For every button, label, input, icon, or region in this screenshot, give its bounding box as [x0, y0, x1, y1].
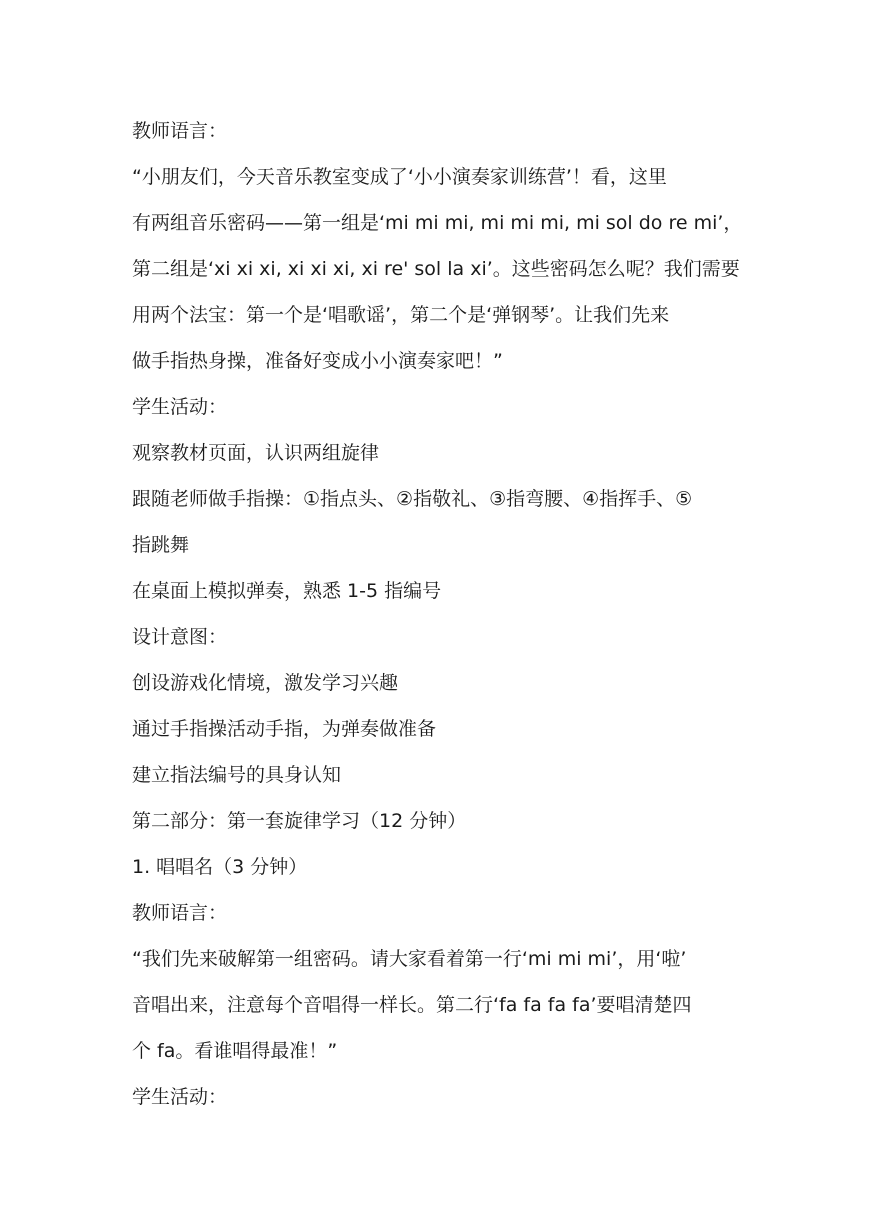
section-heading: 第二部分：第一套旋律学习（12 分钟） — [132, 810, 467, 832]
teacher-speech-line: 个 fa。看谁唱得最准！” — [132, 1040, 338, 1062]
student-activity-item: 在桌面上模拟弹奏，熟悉 1-5 指编号 — [132, 580, 442, 602]
label-teacher-language: 教师语言： — [132, 120, 228, 142]
student-activity-item: 观察教材页面，认识两组旋律 — [132, 442, 380, 464]
student-activity-item: 跟随老师做手指操：①指点头、②指敬礼、③指弯腰、④指挥手、⑤ — [132, 488, 693, 510]
teacher-speech-line: 用两个法宝：第一个是‘唱歌谣’，第二个是‘弹钢琴’。让我们先来 — [132, 304, 670, 326]
label-teacher-language: 教师语言： — [132, 902, 228, 924]
student-activity-item: 指跳舞 — [132, 534, 190, 556]
teacher-speech-line: “我们先来破解第一组密码。请大家看着第一行‘mi mi mi’，用‘啦’ — [132, 948, 687, 970]
label-student-activity: 学生活动： — [132, 396, 228, 418]
teacher-speech-line: 做手指热身操，准备好变成小小演奏家吧！” — [132, 350, 503, 372]
teacher-speech-line: 第二组是‘xi xi xi, xi xi xi, xi re' sol la xi’。这些密码怎么呢？我们需要 — [132, 258, 740, 280]
subsection-heading: 1. 唱唱名（3 分钟） — [132, 856, 308, 878]
label-student-activity: 学生活动： — [132, 1086, 228, 1108]
teacher-speech-line: 有两组音乐密码——第一组是‘mi mi mi, mi mi mi, mi sol do re mi’， — [132, 212, 743, 234]
teacher-speech-line: 音唱出来，注意每个音唱得一样长。第二行‘fa fa fa fa’要唱清楚四 — [132, 994, 692, 1016]
document-body — [132, 108, 743, 1120]
teacher-speech-line: “小朋友们，今天音乐教室变成了‘小小演奏家训练营’！看，这里 — [132, 166, 667, 188]
design-intent-item: 创设游戏化情境，激发学习兴趣 — [132, 672, 399, 694]
design-intent-item: 建立指法编号的具身认知 — [132, 764, 342, 786]
design-intent-item: 通过手指操活动手指，为弹奏做准备 — [132, 718, 437, 740]
label-design-intent: 设计意图： — [132, 626, 228, 648]
